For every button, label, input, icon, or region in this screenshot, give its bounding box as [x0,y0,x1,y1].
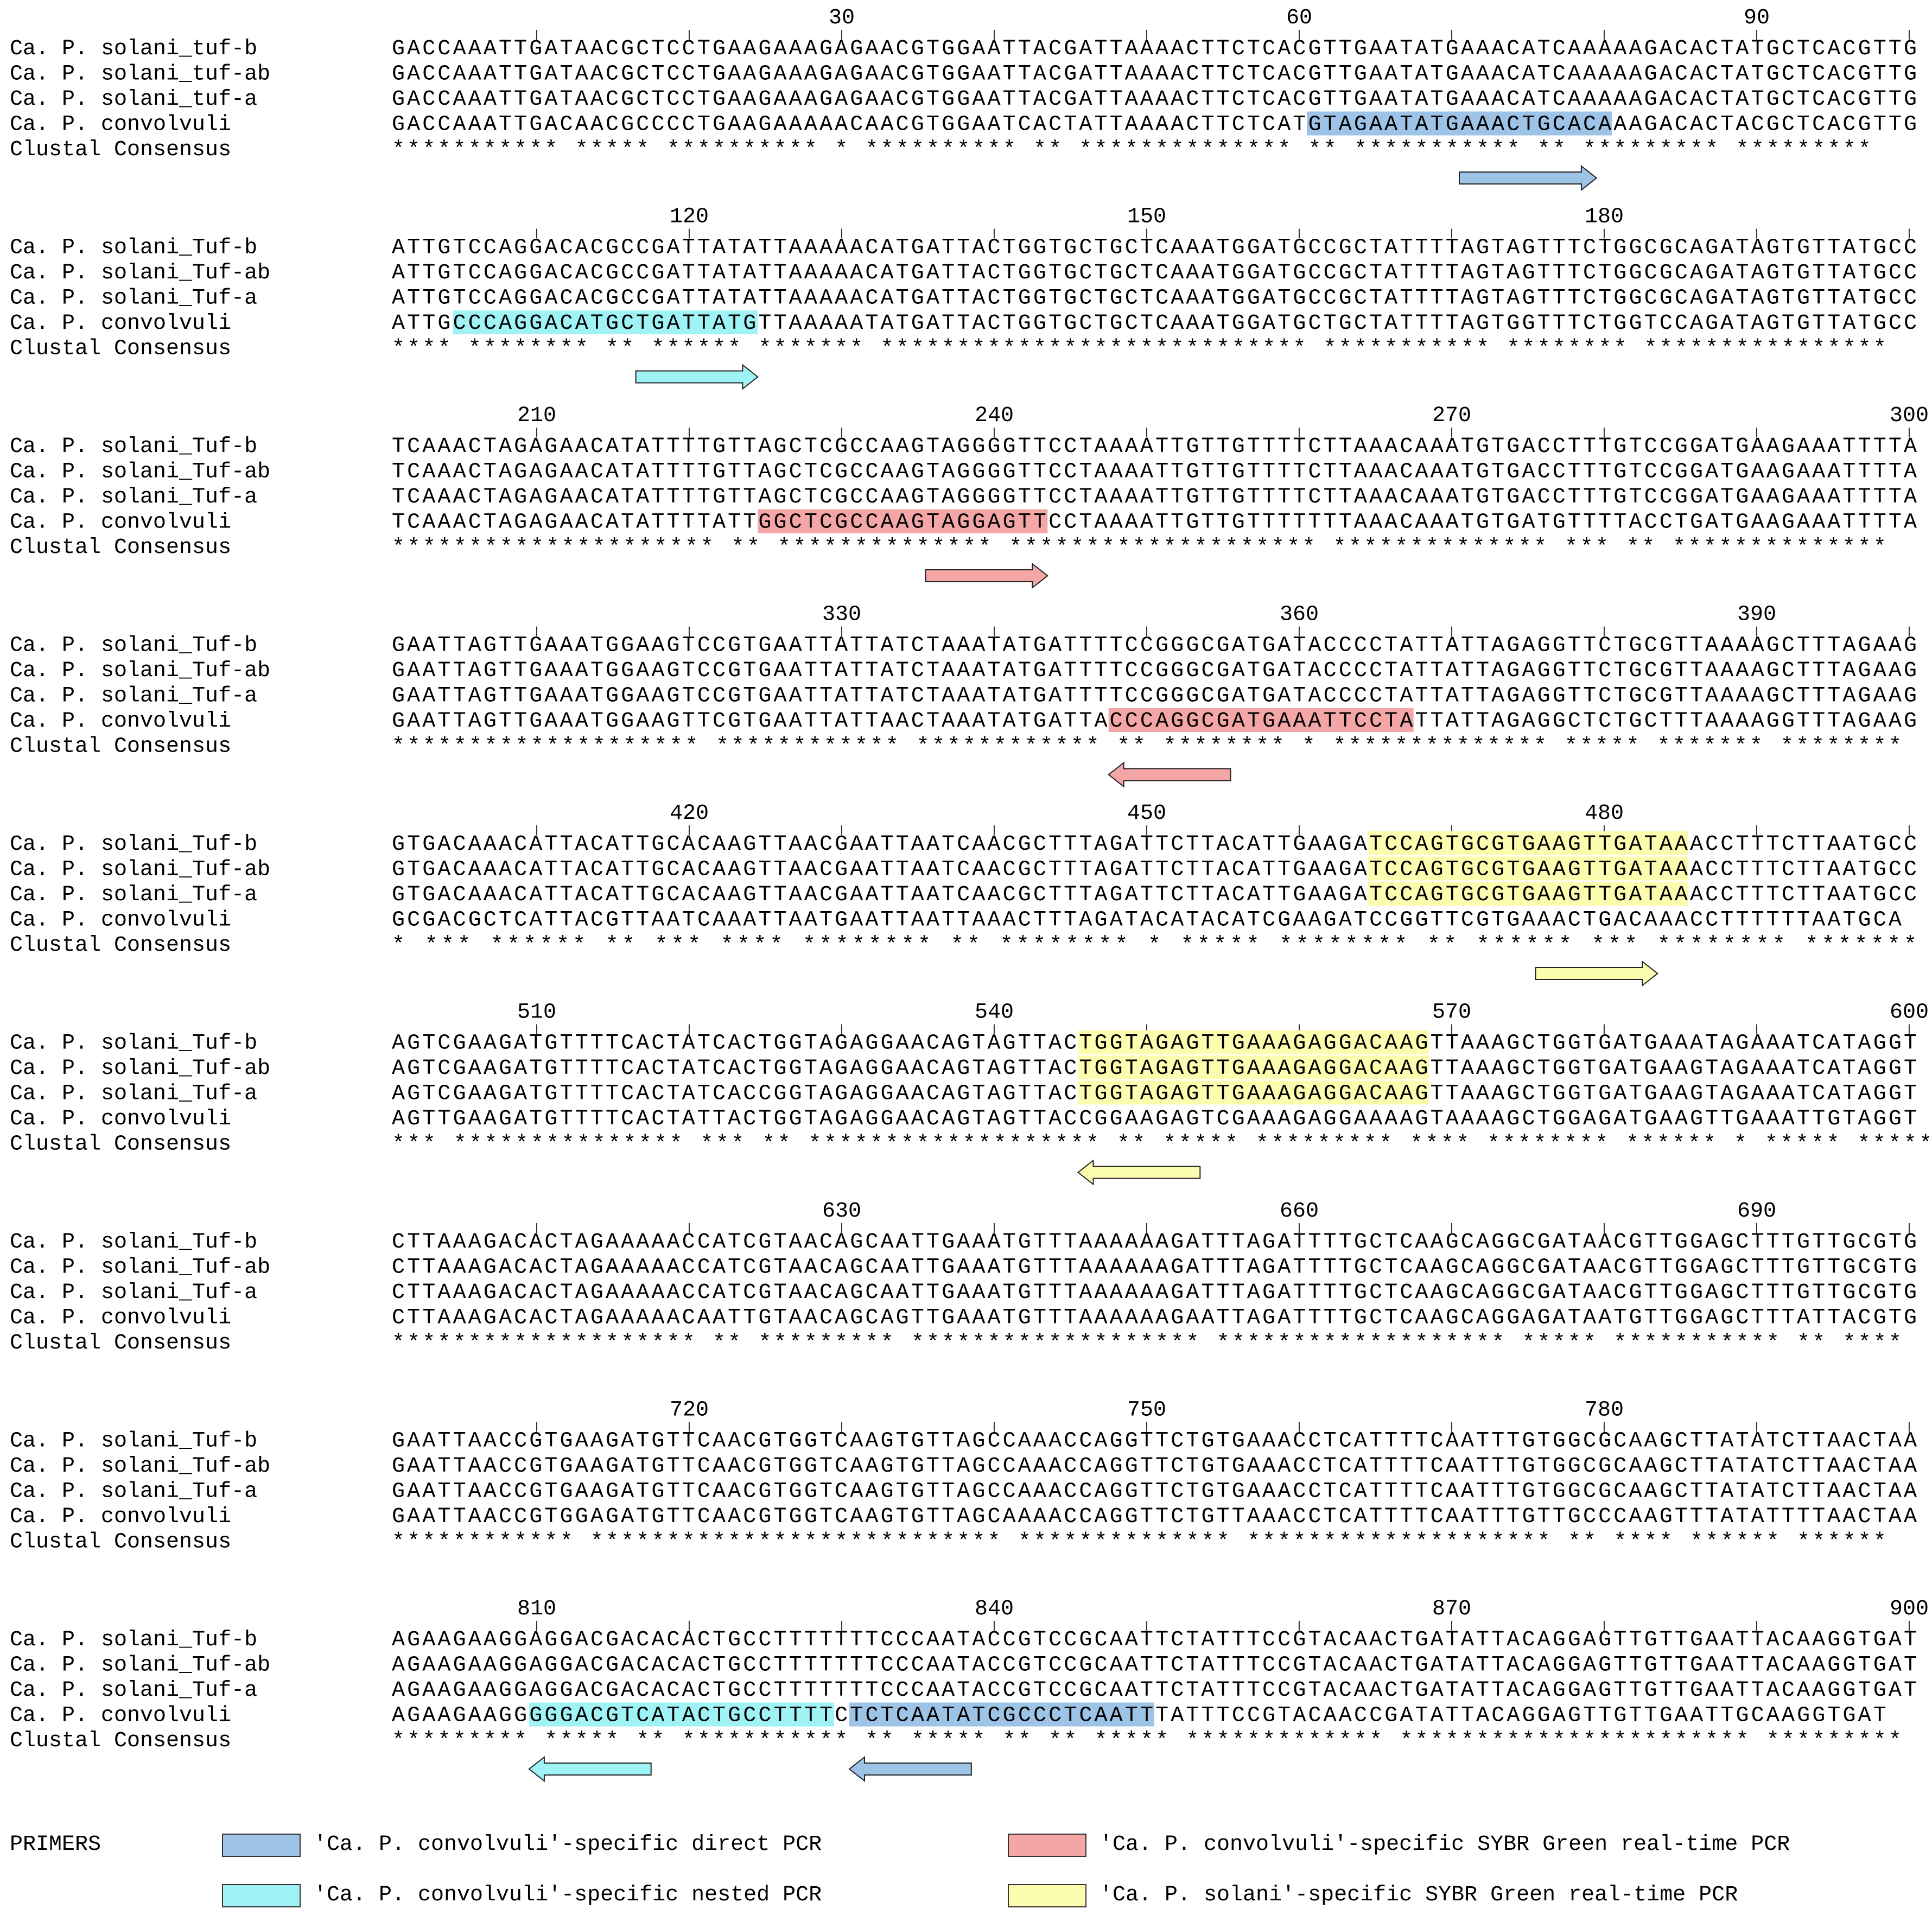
sequence-residues: AGTCGAAGATGTTTTCACTATCACTGGTAGAGGAACAGTAGTTACTGGTAGAGTTGAAAGAGGACAAGTTAAAGCTGGTGATGAAGTAGAAATCATAGGT [392,1057,1917,1081]
sequence-residues: GAATTAGTTGAAATGGAAGTCCGTGAATTATTATCTAAATATGATTTTCCGGGCGATGATACCCCTATTATTAGAGGTTCTGCGTTAAAAGCTTTAGAAG [392,684,1917,709]
sequence-name: Clustal Consensus [10,1132,232,1157]
sequence-name: Ca. P. convolvuli [10,1703,232,1728]
sequence-name: Ca. P. convolvuli [10,311,232,336]
sequence-name: Ca. P. solani_Tuf-ab [10,1454,271,1479]
position-label: 810 [517,1597,556,1621]
sequence-name: Ca. P. solani_tuf-a [10,87,258,112]
sequence-name: Clustal Consensus [10,734,232,759]
position-label: 150 [1127,205,1166,230]
position-label: 360 [1279,602,1319,627]
sequence-name: Ca. P. solani_Tuf-b [10,236,258,260]
alignment-block [10,801,1917,985]
legend-item-nested-pcr [223,1883,822,1907]
alignment-block [10,1597,1929,1781]
legend-item-solani-sybr [1008,1883,1738,1907]
consensus-line: **** ******** ** ****** ******* **************************** *********** ******** **************** [392,336,1886,361]
legend-label-solani-sybr: 'Ca. P. solani'-specific SYBR Green real-time PCR [1100,1883,1738,1907]
sequence-name: Ca. P. solani_Tuf-a [10,1281,258,1305]
sequence-name: Ca. P. solani_Tuf-b [10,633,258,658]
sequence-name: Clustal Consensus [10,1530,232,1555]
sequence-name: Ca. P. solani_Tuf-a [10,684,258,709]
forward-primer-arrow [1459,166,1597,190]
sequence-residues: GAATTAACCGTGGAGATGTTCAACGTGGTCAAGTGTTAGCAAAACCAGGTTCTGTTAAACCTCATTTTCAATTTGTTGCCCAAGTTTATATTTTAACTAA [392,1505,1917,1529]
forward-primer-arrow [636,365,758,389]
sequence-residues: AGTCGAAGATGTTTTCACTATCACTGGTAGAGGAACAGTAGTTACTGGTAGAGTTGAAAGAGGACAAGTTAAAGCTGGTGATGAAATAGAAATCATAGGT [392,1031,1917,1056]
sequence-residues: CTTAAAGACACTAGAAAAACCATCGTAACAGCAATTGAAATGTTTAAAAAAGATTTAGATTTTGCTCAAGCAGGCGATAACGTTGGAGCTTTGTTGCGTG [392,1281,1917,1305]
position-label: 90 [1743,6,1770,30]
consensus-line: ******************** ** ********* ******************* ******************* ***** *********** ** **** [392,1331,1902,1356]
position-label: 180 [1584,205,1624,230]
sequence-name: Ca. P. solani_Tuf-a [10,1678,258,1703]
consensus-line: ************ *************************** ************** ******************** ** **** ****** ****** [392,1530,1886,1555]
sequence-residues: GAATTAGTTGAAATGGAAGTTCGTGAATTATTAACTAAATATGATTACCCAGGCGATGAAATTCCTATTATTAGAGGCTCTGCTTTAAAAGGTTTAGAAG [392,709,1917,734]
sequence-name: Ca. P. convolvuli [10,1306,232,1331]
legend-item-direct-pcr [223,1833,822,1857]
position-label: 600 [1889,1000,1929,1025]
legend-swatch-solani-sybr [1008,1885,1086,1907]
sequence-residues: AGAAGAAGGAGGACGACACACTGCCTTTTTTTCCCAATACCGTCCGCAATTCTATTTCCGTACAACTGATATTACAGGAGTTGTTGAATTACAAGGTGAT [392,1653,1917,1678]
sequence-name: Ca. P. solani_Tuf-a [10,485,258,510]
reverse-primer-arrow [1109,763,1231,787]
position-label: 690 [1737,1199,1776,1224]
legend-swatch-convolvuli-sybr [1008,1834,1086,1856]
reverse-primer-arrow [529,1757,651,1781]
sequence-residues: GTGACAAACATTACATTGCACAAGTTAACGAATTAATCAACGCTTTAGATTCTTACATTGAAGATCCAGTGCGTGAAGTTGATAAACCTTTCTTAATGCC [392,857,1917,882]
consensus-line: ********************* ** ************** ******************** ************** *** ** ************** [392,536,1886,560]
sequence-name: Ca. P. solani_Tuf-b [10,1628,258,1652]
position-label: 630 [822,1199,861,1224]
sequence-residues: TCAAACTAGAGAACATATTTTGTTAGCTCGCCAAGTAGGGGTTCCTAAAATTGTTGTTTTCTTAAACAAATGTGACCTTTGTCCGGATGAAGAAATTTTA [392,435,1917,459]
sequence-name: Clustal Consensus [10,933,232,958]
sequence-residues: CTTAAAGACACTAGAAAAACAATTGTAACAGCAGTTGAAATGTTTAAAAAAGAATTAGATTTTGCTCAAGCAGGAGATAATGTTGGAGCTTTATTACGTG [392,1306,1917,1331]
sequence-name: Ca. P. solani_Tuf-ab [10,1057,271,1081]
primer-highlight [1307,112,1612,136]
alignment-block [10,1398,1917,1555]
consensus-line: *********** ***** ********** * ********** ** ************** ** *********** ** ********* ********* [392,138,1871,162]
position-label: 330 [822,602,861,627]
alignment-block [10,6,1917,190]
sequence-residues: TCAAACTAGAGAACATATTTTATTGGCTCGCCAAGTAGGAGTTCCTAAAATTGTTGTTTTTTTAAACAAATGTGATGTTTTACCTGATGAAGAAATTTTA [392,510,1917,535]
position-label: 660 [1279,1199,1319,1224]
legend-heading: PRIMERS [10,1833,101,1857]
sequence-name: Clustal Consensus [10,138,232,162]
sequence-residues: AGAAGAAGGAGGACGACACACTGCCTTTTTTTCCCAATACCGTCCGCAATTCTATTTCCGTACAACTGATATTACAGGAGTTGTTGAATTACAAGGTGAT [392,1628,1917,1652]
sequence-name: Ca. P. solani_Tuf-ab [10,857,271,882]
position-label: 390 [1737,602,1776,627]
sequence-residues: AGAAGAAGGAGGACGACACACTGCCTTTTTTTCCCAATACCGTCCGCAATTCTATTTCCGTACAACTGATATTACAGGAGTTGTTGAATTACAAGGTGAT [392,1678,1917,1703]
sequence-name: Ca. P. convolvuli [10,510,232,535]
sequence-name: Ca. P. solani_Tuf-b [10,1031,258,1056]
sequence-residues: CTTAAAGACACTAGAAAAACCATCGTAACAGCAATTGAAATGTTTAAAAAAGATTTAGATTTTGCTCAAGCAGGCGATAACGTTGGAGCTTTGTTGCGTG [392,1255,1917,1280]
sequence-name: Ca. P. convolvuli [10,112,232,137]
sequence-residues: ATTGTCCAGGACACGCCGATTATATTAAAAACATGATTACTGGTGCTGCTCAAATGGATGCCGCTATTTTAGTAGTTTCTGGCGCAGATAGTGTTATGCC [392,261,1917,285]
sequence-name: Ca. P. solani_Tuf-b [10,435,258,459]
position-label: 570 [1432,1000,1471,1025]
sequence-residues: AGAAGAAGGGGGACGTCATACTGCCTTTTCTCTCAATATCGCCCTCAATTTATTTCCGTACAACCGATATTACAGGAGTTGTTGAATTGCAAGGTGAT [392,1703,1886,1728]
sequence-residues: GAATTAGTTGAAATGGAAGTCCGTGAATTATTATCTAAATATGATTTTCCGGGCGATGATACCCCTATTATTAGAGGTTCTGCGTTAAAAGCTTTAGAAG [392,659,1917,683]
position-label: 480 [1584,801,1624,826]
sequence-residues: TCAAACTAGAGAACATATTTTGTTAGCTCGCCAAGTAGGGGTTCCTAAAATTGTTGTTTTCTTAAACAAATGTGACCTTTGTCCGGATGAAGAAATTTTA [392,485,1917,510]
position-label: 870 [1432,1597,1471,1621]
sequence-name: Ca. P. solani_Tuf-b [10,1429,258,1454]
position-label: 210 [517,404,556,428]
alignment-block [10,603,1917,787]
sequence-residues: GACCAAATTGATAACGCTCCTGAAGAAAGAGAACGTGGAATTACGATTAAAACTTCTCACGTTGAATATGAAACATCAAAAAGACACTATGCTCACGTTG [392,87,1917,112]
position-label: 30 [828,6,855,30]
sequence-name: Ca. P. solani_Tuf-b [10,832,258,857]
sequence-name: Ca. P. convolvuli [10,908,232,933]
sequence-name: Ca. P. solani_Tuf-ab [10,659,271,683]
sequence-name: Ca. P. solani_Tuf-a [10,286,258,311]
alignment-block [10,404,1929,588]
consensus-line: ********* ***** ** *********** ** ***** ** ** ***** ************* *********************** ********* [392,1729,1902,1753]
sequence-residues: GAATTAGTTGAAATGGAAGTCCGTGAATTATTATCTAAATATGATTTTCCGGGCGATGATACCCCTATTATTAGAGGTTCTGCGTTAAAAGCTTTAGAAG [392,633,1917,658]
legend-label-nested-pcr: 'Ca. P. convolvuli'-specific nested PCR [314,1883,822,1907]
position-label: 540 [974,1000,1014,1025]
sequence-name: Clustal Consensus [10,536,232,560]
position-label: 780 [1584,1398,1624,1423]
sequence-name: Ca. P. convolvuli [10,1107,232,1131]
sequence-name: Ca. P. convolvuli [10,709,232,734]
sequence-residues: AGTTGAAGATGTTTTCACTATTACTGGTAGAGGAACAGTAGTTACCGGAAGAGTCGAAAGAGGAAAAGTAAAAGCTGGAGATGAAGTTGAAATTGTAGGT [392,1107,1917,1131]
sequence-name: Ca. P. solani_Tuf-a [10,1081,258,1106]
sequence-residues: ATTGCCCAGGACATGCTGATTATGTTAAAAATATGATTACTGGTGCTGCTCAAATGGATGCTGCTATTTTAGTGGTTTCTGGTCCAGATAGTGTTATGCC [392,311,1917,336]
position-label: 720 [669,1398,709,1423]
position-label: 510 [517,1000,556,1025]
sequence-name: Ca. P. solani_Tuf-ab [10,460,271,485]
sequence-name: Ca. P. solani_Tuf-b [10,1230,258,1255]
sequence-residues: CTTAAAGACACTAGAAAAACCATCGTAACAGCAATTGAAATGTTTAAAAAAGATTTAGATTTTGCTCAAGCAGGCGATAACGTTGGAGCTTTGTTGCGTG [392,1230,1917,1255]
alignment-block [10,1001,1932,1185]
sequence-residues: ATTGTCCAGGACACGCCGATTATATTAAAAACATGATTACTGGTGCTGCTCAAATGGATGCCGCTATTTTAGTAGTTTCTGGCGCAGATAGTGTTATGCC [392,236,1917,260]
sequence-name: Clustal Consensus [10,1331,232,1356]
sequence-name: Ca. P. solani_tuf-b [10,37,258,61]
sequence-residues: GACCAAATTGATAACGCTCCTGAAGAAAGAGAACGTGGAATTACGATTAAAACTTCTCACGTTGAATATGAAACATCAAAAAGACACTATGCTCACGTTG [392,37,1917,61]
position-label: 240 [974,404,1014,428]
sequence-name: Ca. P. solani_Tuf-a [10,1479,258,1504]
alignment-blocks [10,6,1932,1781]
position-label: 450 [1127,801,1166,826]
sequence-residues: GACCAAATTGATAACGCTCCTGAAGAAAGAGAACGTGGAATTACGATTAAAACTTCTCACGTTGAATATGAAACATCAAAAAGACACTATGCTCACGTTG [392,62,1917,87]
legend-swatch-direct-pcr [223,1834,300,1856]
position-label: 60 [1286,6,1312,30]
position-label: 270 [1432,404,1471,428]
position-label: 840 [974,1597,1014,1621]
primers-legend [10,1833,1790,1907]
sequence-name: Ca. P. solani_Tuf-ab [10,1255,271,1280]
legend-swatch-nested-pcr [223,1885,300,1907]
consensus-line: * *** ****** ** *** **** ******** ** ******** * ***** ******** ** ****** *** ******** ******* [392,933,1917,958]
consensus-line: ******************** ************ ************ ** ******** * ************** ***** ******* ******** [392,734,1902,759]
position-label: 300 [1889,404,1929,428]
sequence-residues: GTGACAAACATTACATTGCACAAGTTAACGAATTAATCAACGCTTTAGATTCTTACATTGAAGATCCAGTGCGTGAAGTTGATAAACCTTTCTTAATGCC [392,832,1917,857]
legend-item-convolvuli-sybr [1008,1833,1790,1857]
sequence-residues: GAATTAACCGTGAAGATGTTCAACGTGGTCAAGTGTTAGCCAAACCAGGTTCTGTGAAACCTCATTTTCAATTTGTGGCGCAAGCTTATATCTTAACTAA [392,1454,1917,1479]
sequence-residues: GACCAAATTGACAACGCCCCTGAAGAAAAACAACGTGGAATCACTATTAAAACTTCTCATGTAGAATATGAAACTGCACAAAGACACTACGCTCACGTTG [392,112,1917,137]
sequence-name: Ca. P. solani_Tuf-a [10,883,258,907]
sequence-name: Ca. P. solani_tuf-ab [10,62,271,87]
alignment-block [10,1199,1917,1356]
reverse-primer-arrow [849,1757,971,1781]
position-label: 420 [669,801,709,826]
sequence-name: Ca. P. convolvuli [10,1505,232,1529]
primer-highlight [1109,708,1414,732]
forward-primer-arrow [1536,962,1658,985]
sequence-name: Ca. P. solani_Tuf-ab [10,1653,271,1678]
consensus-line: *** *************** *** ** ******************* ** ***** ********* **** ******** ****** * ***** ***** [392,1132,1932,1157]
primer-highlight [849,1703,1154,1727]
legend-label-direct-pcr: 'Ca. P. convolvuli'-specific direct PCR [314,1833,822,1857]
sequence-name: Clustal Consensus [10,336,232,361]
sequence-residues: GCGACGCTCATTACGTTAATCAAATTAATGAATTAATTAAACTTTAGATACATACATCGAAGATCCGGTTCGTGAAACTGACAAACCTTTTTTAATGCA [392,908,1902,933]
sequence-residues: GAATTAACCGTGAAGATGTTCAACGTGGTCAAGTGTTAGCCAAACCAGGTTCTGTGAAACCTCATTTTCAATTTGTGGCGCAAGCTTATATCTTAACTAA [392,1429,1917,1454]
sequence-residues: GAATTAACCGTGAAGATGTTCAACGTGGTCAAGTGTTAGCCAAACCAGGTTCTGTGAAACCTCATTTTCAATTTGTGGCGCAAGCTTATATCTTAACTAA [392,1479,1917,1504]
sequence-name: Clustal Consensus [10,1729,232,1753]
legend-label-convolvuli-sybr: 'Ca. P. convolvuli'-specific SYBR Green real-time PCR [1100,1833,1790,1857]
alignment-block [10,205,1917,389]
position-label: 120 [669,205,709,230]
sequence-residues: AGTCGAAGATGTTTTCACTATCACCGGTAGAGGAACAGTAGTTACTGGTAGAGTTGAAAGAGGACAAGTTAAAGCTGGTGATGAAGTAGAAATCATAGGT [392,1081,1917,1106]
sequence-residues: ATTGTCCAGGACACGCCGATTATATTAAAAACATGATTACTGGTGCTGCTCAAATGGATGCCGCTATTTTAGTAGTTTCTGGCGCAGATAGTGTTATGCC [392,286,1917,311]
forward-primer-arrow [926,564,1048,588]
sequence-residues: TCAAACTAGAGAACATATTTTGTTAGCTCGCCAAGTAGGGGTTCCTAAAATTGTTGTTTTCTTAAACAAATGTGACCTTTGTCCGGATGAAGAAATTTTA [392,460,1917,485]
sequence-name: Ca. P. solani_Tuf-ab [10,261,271,285]
reverse-primer-arrow [1078,1161,1200,1185]
sequence-residues: GTGACAAACATTACATTGCACAAGTTAACGAATTAATCAACGCTTTAGATTCTTACATTGAAGATCCAGTGCGTGAAGTTGATAAACCTTTCTTAATGCC [392,883,1917,907]
position-label: 750 [1127,1398,1166,1423]
position-label: 900 [1889,1597,1929,1621]
